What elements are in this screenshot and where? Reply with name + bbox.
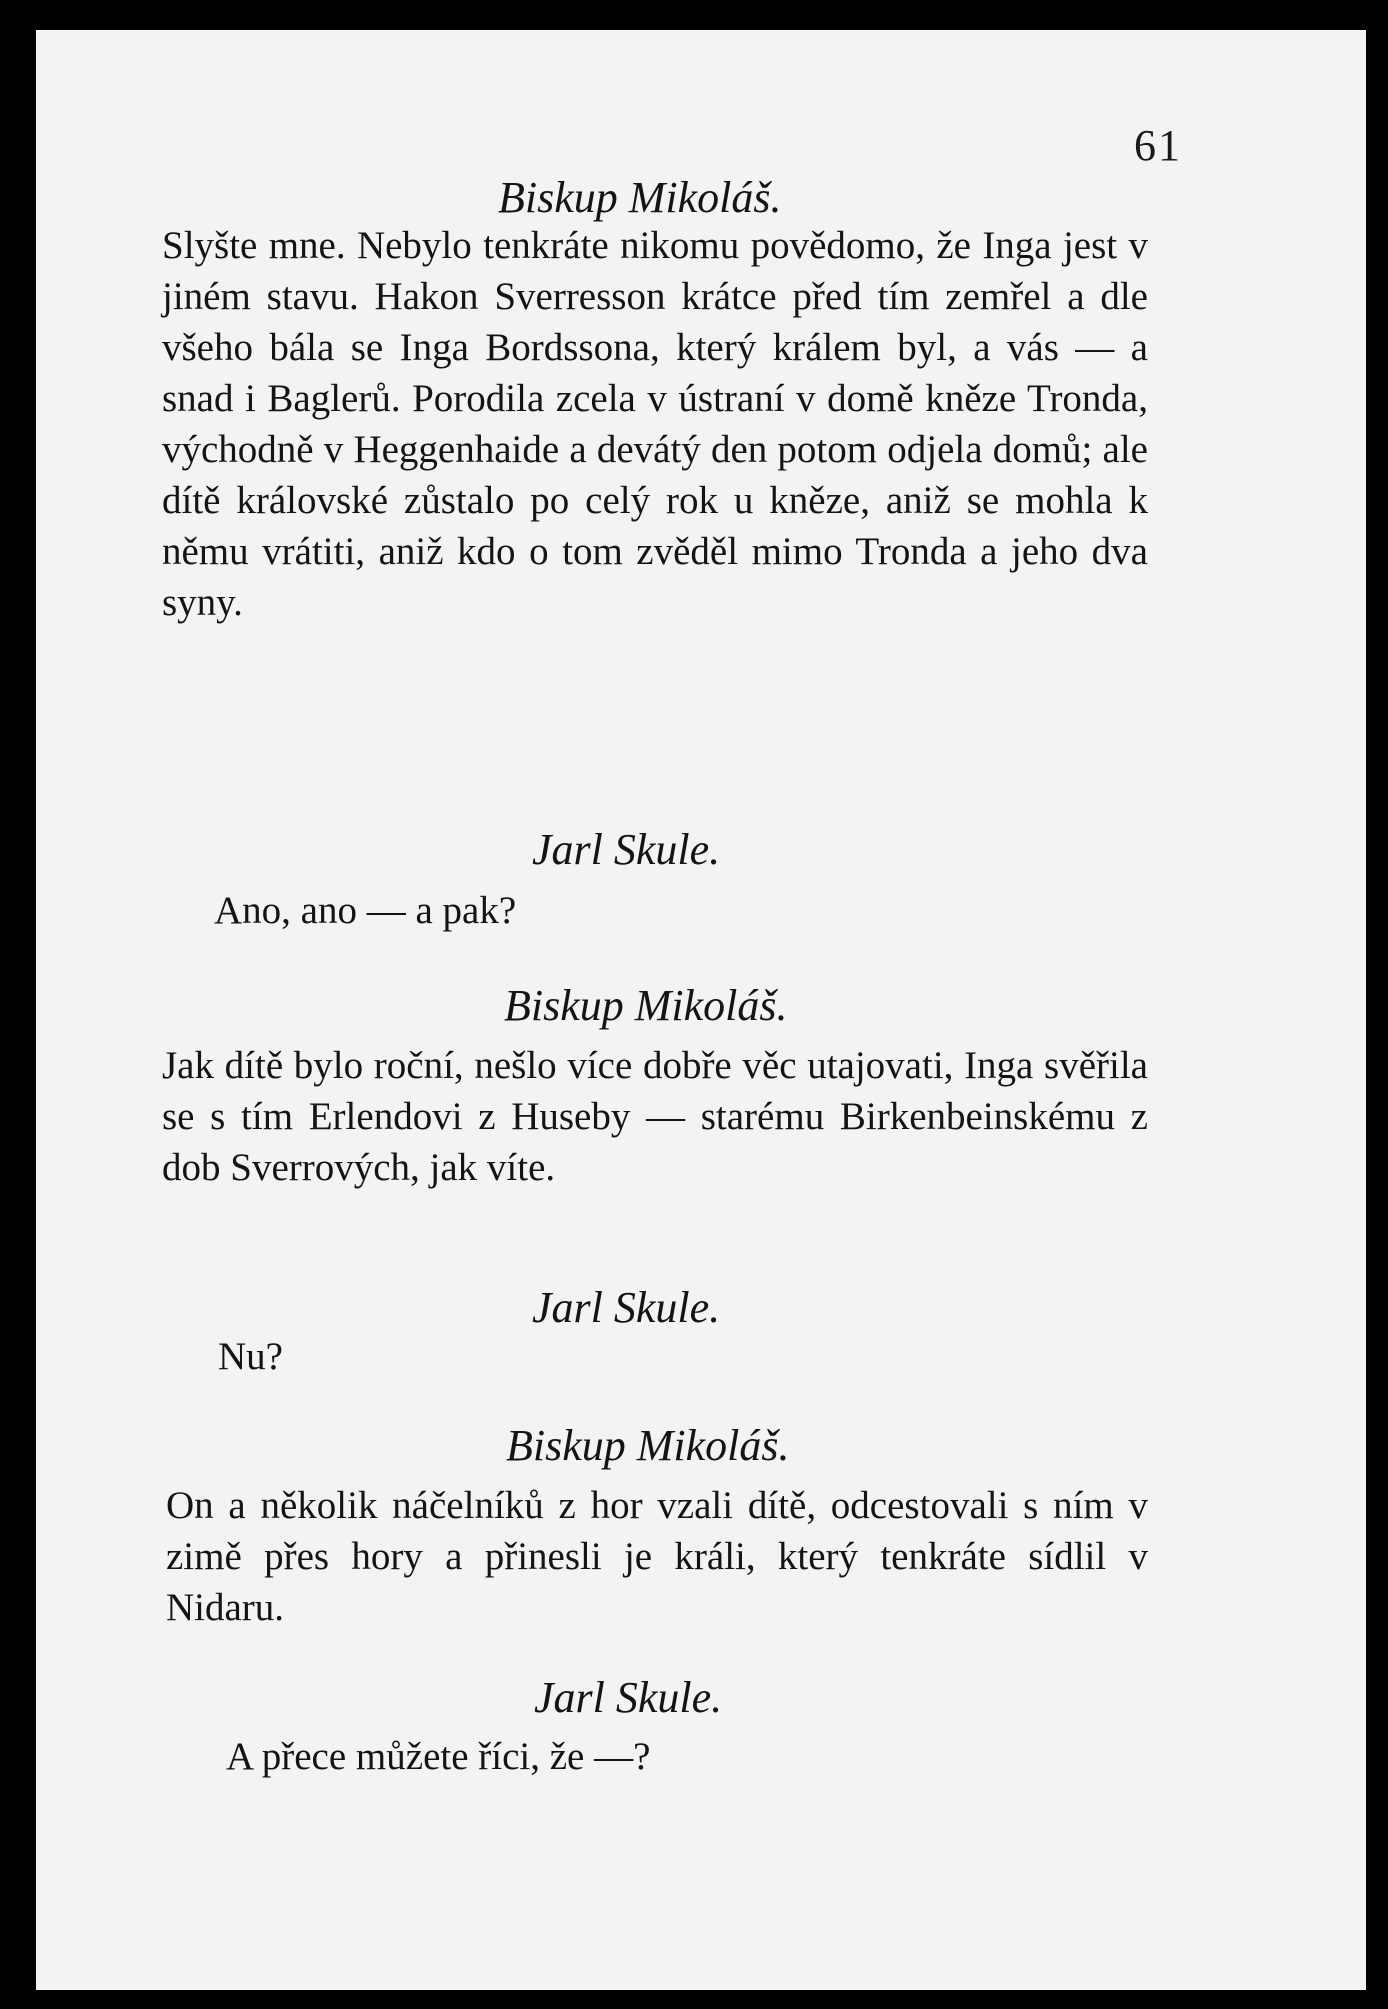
speech-line: Nu?	[218, 1335, 283, 1378]
speaker-name: Jarl Skule.	[532, 1283, 721, 1332]
speech-line: A přece můžete říci, že —?	[226, 1735, 651, 1778]
speech-paragraph: On a několik náčelníků z hor vzali dítě, odcestovali s ním v zimě přes hory a přinesli je králi, který tenkráte sídlil v Nidaru.	[166, 1484, 1148, 1629]
speaker-name: Biskup Mikoláš.	[504, 981, 788, 1030]
speech-paragraph: Jak dítě bylo roční, nešlo více dobře věc utajovati, Inga svěřila se s tím Erlendovi z Huseby — starému Birkenbeinskému z dob Sverrových, jak víte.	[162, 1044, 1148, 1189]
page-number: 61	[1134, 121, 1182, 170]
speech-paragraph: Slyšte mne. Nebylo tenkráte nikomu povědomo, že Inga jest v jiném stavu. Hakon Sverresson krátce před tím zemřel a dle všeho bála se Inga Bordssona, který králem byl, a vás — a snad i Baglerů. Porodila zcela v ústraní v domě kněze Tronda, východně v Heggenhaide a devátý den potom odjela domů; ale dítě královské zůstalo po celý rok u kněze, aniž se mohla k němu vrátiti, aniž kdo o tom zvěděl mimo Tronda a jeho dva syny.	[162, 224, 1148, 624]
speaker-name: Biskup Mikoláš.	[498, 173, 782, 222]
speaker-name: Jarl Skule.	[534, 1673, 723, 1722]
speech-line: Ano, ano — a pak?	[214, 889, 517, 932]
speaker-name: Jarl Skule.	[532, 825, 721, 874]
speaker-name: Biskup Mikoláš.	[506, 1421, 790, 1470]
book-page	[36, 30, 1366, 1990]
